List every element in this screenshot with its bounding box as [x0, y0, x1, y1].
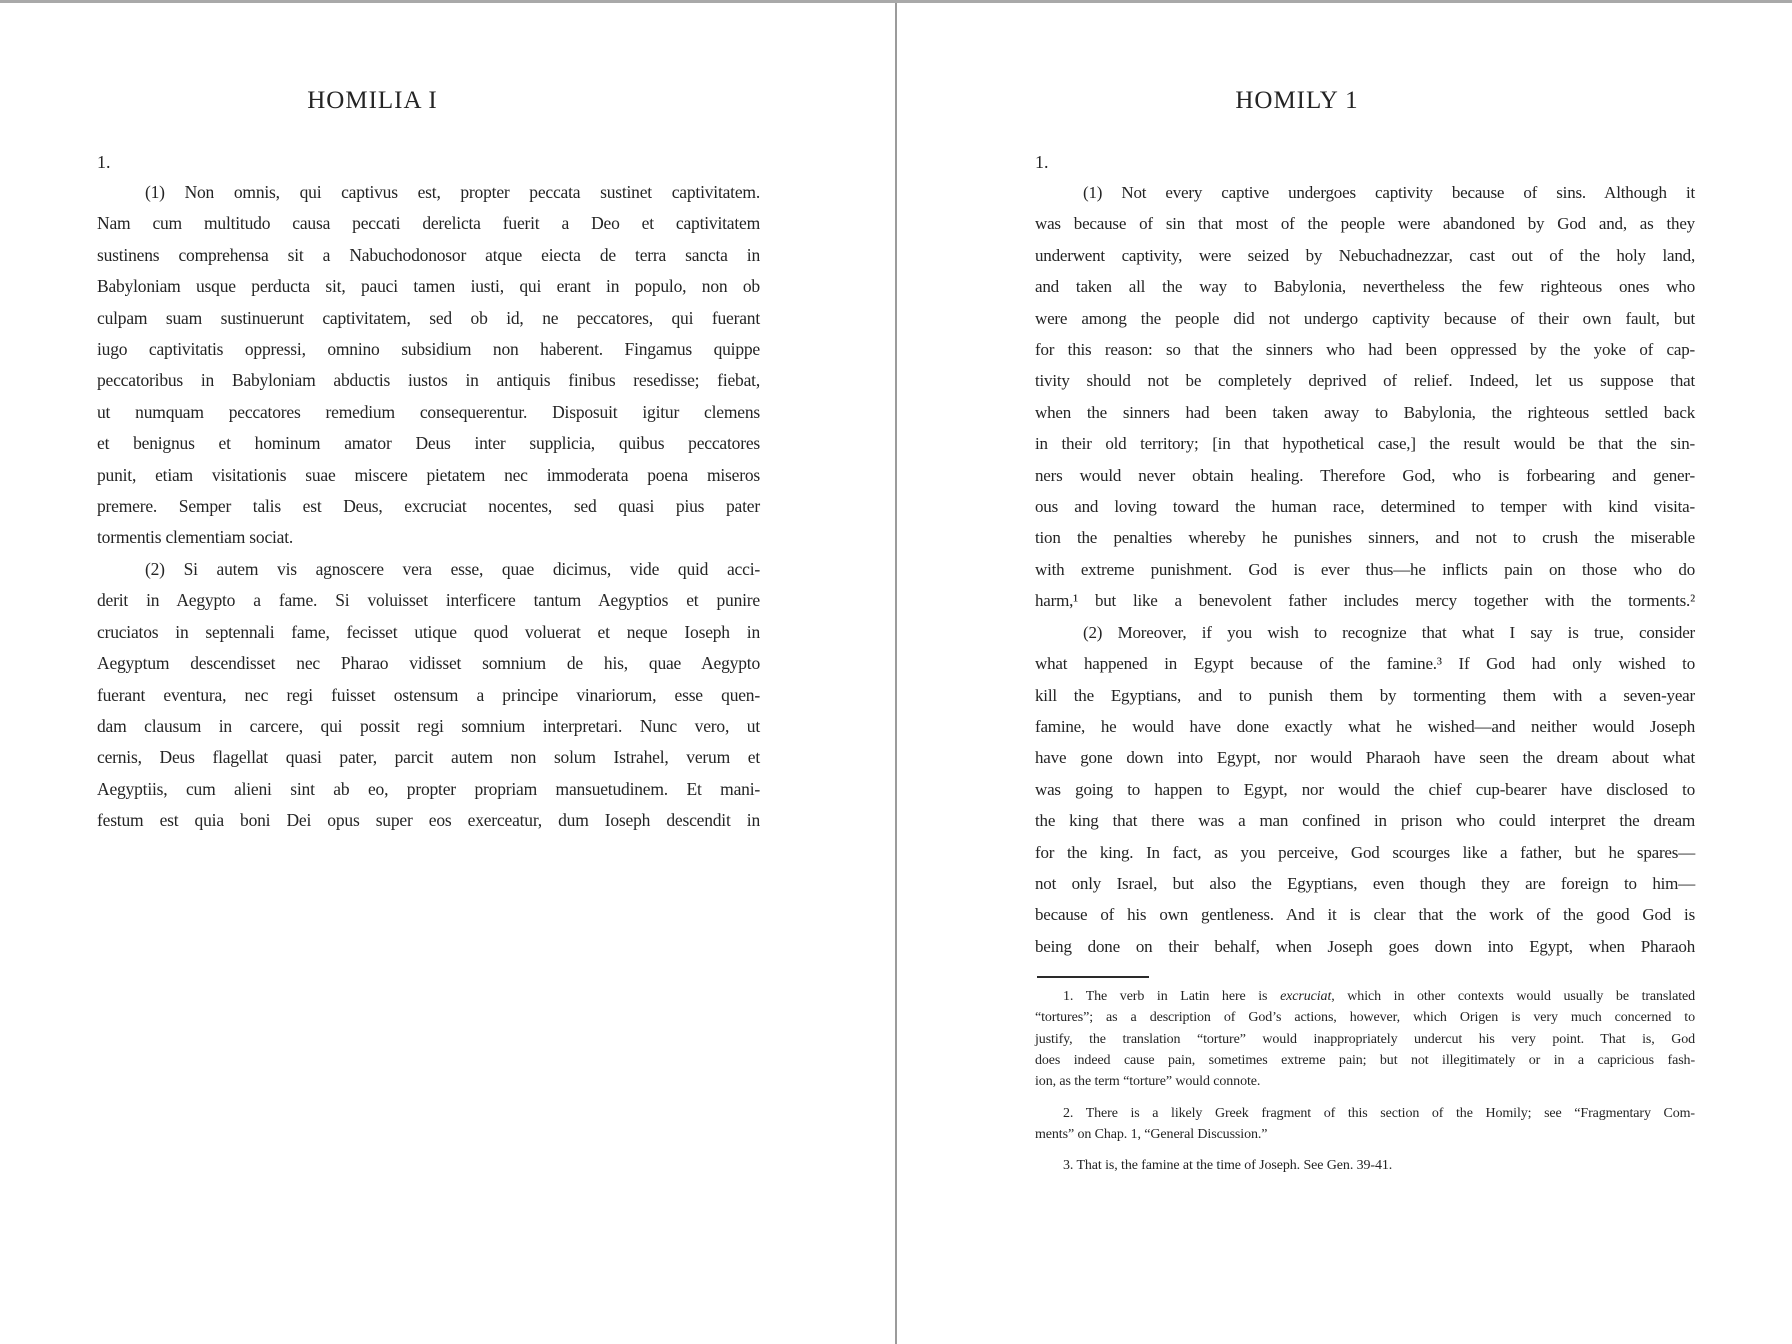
text-line: have gone down into Egypt, nor would Pharaoh have seen the dream about what — [1035, 748, 1695, 768]
text-line: tion the penalties whereby he punishes sinners, and not to crush the miserable — [1035, 528, 1695, 548]
right-page-title: HOMILY 1 — [1235, 87, 1359, 114]
text-line: derit in Aegypto a fame. Si voluisset interficere tantum Aegyptios et punire — [97, 590, 760, 611]
text-line: cruciatos in septennali fame, fecisset utique quod voluerat et neque Ioseph in — [97, 621, 760, 642]
text-line: fuerant eventura, nec regi fuisset ostensum a principe vinariorum, esse quen- — [97, 684, 760, 705]
text-line: being done on their behalf, when Joseph goes down into Egypt, when Pharaoh — [1035, 936, 1695, 956]
text-line: ous and loving toward the human race, determined to temper with kind visita- — [1035, 497, 1695, 517]
text-line: punit, etiam visitationis suae miscere pietatem nec immoderata poena miseros — [97, 464, 760, 485]
text-line: iugo captivitatis oppressi, omnino subsidium non haberent. Fingamus quippe — [97, 339, 760, 360]
text-line: not only Israel, but also the Egyptians, even though they are foreign to him— — [1035, 873, 1695, 893]
text-line: 3. That is, the famine at the time of Joseph. See Gen. 39-41. — [1063, 1158, 1393, 1174]
text-line: tivity should not be completely deprived of relief. Indeed, let us suppose that — [1035, 371, 1695, 391]
text-line: ments” on Chap. 1, “General Discussion.” — [1035, 1126, 1268, 1142]
text-line: was because of sin that most of the people were abandoned by God and, as they — [1035, 214, 1695, 234]
text-line: premere. Semper talis est Deus, excruciat nocentes, sed quasi pius pater — [97, 496, 760, 517]
text-line: ion, as the term “torture” would connote. — [1035, 1074, 1261, 1090]
text-line: justify, the translation “torture” would inappropriately undercut his very point. That is, God — [1035, 1031, 1695, 1047]
text-line: for the king. In fact, as you perceive, God scourges like a father, but he spares— — [1035, 842, 1695, 862]
text-line: the king that there was a man confined in prison who could interpret the dream — [1035, 811, 1695, 831]
text-line: “tortures”; as a description of God’s actions, however, which Origen is very much concerned to — [1035, 1010, 1695, 1026]
text-line: for this reason: so that the sinners who had been oppressed by the yoke of cap- — [1035, 340, 1695, 360]
latin-paragraph — [97, 554, 760, 837]
text-line: underwent captivity, were seized by Nebuchadnezzar, cast out of the holy land, — [1035, 245, 1695, 265]
text-line: et benignus et hominum amator Deus inter supplicia, quibus peccatores — [97, 433, 760, 454]
text-line: and taken all the way to Babylonia, nevertheless the few righteous ones who — [1035, 277, 1695, 297]
right-section-number: 1. — [1035, 152, 1049, 172]
text-line: peccatoribus in Babyloniam abductis iustos in antiquis finibus resedisse; fiebat, — [97, 370, 760, 391]
english-paragraph — [1035, 617, 1695, 962]
text-line: kill the Egyptians, and to punish them by tormenting them with a seven-year — [1035, 685, 1695, 705]
footnotes-section — [1035, 986, 1695, 1176]
page-top-edge-rule — [0, 0, 1792, 3]
text-line: ners would never obtain healing. Therefore God, who is forbearing and gener- — [1035, 465, 1695, 485]
english-paragraph — [1035, 177, 1695, 617]
text-line: festum est quia boni Dei opus super eos exerceatur, dum Ioseph descendit in — [97, 810, 760, 831]
footnote — [1035, 986, 1695, 1092]
text-line: because of his own gentleness. And it is clear that the work of the good God is — [1035, 905, 1695, 925]
text-line: (2) Si autem vis agnoscere vera esse, quae dicimus, vide quid acci- — [145, 558, 760, 579]
text-line: tormentis clementiam sociat. — [97, 527, 294, 548]
text-line: cernis, Deus flagellat quasi pater, parcit autem non solum Istrahel, verum et — [97, 747, 760, 768]
text-line: ut numquam peccatores remedium consequerentur. Disposuit igitur clemens — [97, 401, 760, 422]
text-line: does indeed cause pain, sometimes extreme pain; but not illegitimately or in a capricious fash- — [1035, 1053, 1695, 1069]
text-line: dam clausum in carcere, qui possit regi somnium interpretari. Nunc vero, ut — [97, 715, 760, 736]
left-section-number: 1. — [97, 152, 111, 172]
text-line: (1) Not every captive undergoes captivity because of sins. Although it — [1083, 183, 1695, 202]
text-line: (1) Non omnis, qui captivus est, propter peccata sustinet captivitatem. — [145, 182, 760, 202]
text-line: 2. There is a likely Greek fragment of this section of the Homily; see “Fragmentary Com- — [1063, 1105, 1695, 1121]
text-line: culpam suam sustinuerunt captivitatem, sed ob id, ne peccatores, qui fuerant — [97, 307, 760, 328]
right-page-english — [897, 0, 1792, 1344]
english-body-text — [1035, 177, 1695, 962]
text-line: was going to happen to Egypt, nor would the chief cup-bearer have disclosed to — [1035, 779, 1695, 799]
latin-paragraph — [97, 177, 760, 554]
text-line: sustinens comprehensa sit a Nabuchodonosor atque eiecta de terra sancta in — [97, 244, 760, 265]
footnote-separator-rule — [1037, 976, 1149, 978]
text-line: Aegyptum descendisset nec Pharao vidisset somnium de his, quae Aegypto — [97, 653, 760, 674]
latin-body-text — [97, 177, 760, 837]
footnote — [1035, 1103, 1695, 1146]
text-line: what happened in Egypt because of the famine.³ If God had only wished to — [1035, 654, 1695, 674]
text-line: were among the people did not undergo captivity because of their own fault, but — [1035, 308, 1695, 328]
text-line: Nam cum multitudo causa peccati derelicta fuerit a Deo et captivitatem — [97, 213, 760, 234]
text-line: famine, he would have done exactly what he wished—and neither would Joseph — [1035, 716, 1695, 736]
footnote — [1035, 1155, 1695, 1176]
text-line: Aegyptiis, cum alieni sint ab eo, propter propriam mansuetudinem. Et mani- — [97, 778, 760, 799]
text-line: when the sinners had been taken away to Babylonia, the righteous settled back — [1035, 402, 1695, 422]
text-line: with extreme punishment. God is ever thus—he inflicts pain on those who do — [1035, 559, 1695, 579]
text-line: (2) Moreover, if you wish to recognize that what I say is true, consider — [1083, 622, 1695, 642]
text-line: in their old territory; [in that hypothetical case,] the result would be that the sin- — [1035, 434, 1695, 454]
text-line: 1. The verb in Latin here is excruciat, which in other contexts would usually be translated — [1063, 989, 1695, 1005]
left-page-latin — [0, 0, 895, 1344]
text-line: harm,¹ but like a benevolent father includes mercy together with the torments.² — [1035, 591, 1695, 611]
text-line: Babyloniam usque perducta sit, pauci tamen iusti, qui erant in populo, non ob — [97, 276, 760, 297]
left-page-title: HOMILIA I — [307, 87, 438, 114]
